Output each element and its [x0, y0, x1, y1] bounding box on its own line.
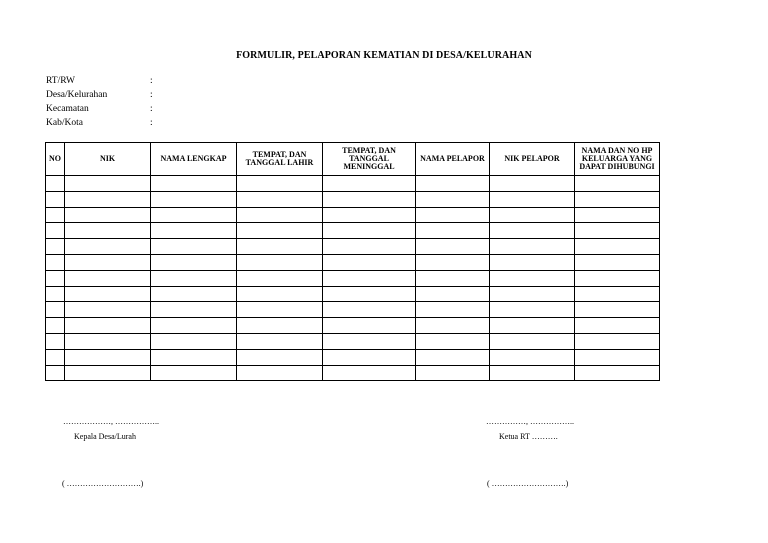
table-cell[interactable] — [323, 302, 416, 318]
table-cell[interactable] — [151, 333, 237, 349]
table-row — [46, 223, 660, 239]
table-cell[interactable] — [46, 191, 65, 207]
info-fields — [46, 76, 246, 132]
table-cell[interactable] — [65, 349, 151, 365]
header-nik-pelapor: NIK PELAPOR — [490, 143, 575, 176]
table-cell[interactable] — [151, 239, 237, 255]
info-row-rtrw — [46, 76, 246, 90]
table-cell[interactable] — [65, 176, 151, 192]
table-cell[interactable] — [65, 207, 151, 223]
table-cell[interactable] — [237, 207, 323, 223]
table-cell[interactable] — [237, 286, 323, 302]
table-cell[interactable] — [46, 176, 65, 192]
header-tempat-tanggal-lahir: TEMPAT, DAN TANGGAL LAHIR — [237, 143, 323, 176]
table-cell[interactable] — [46, 302, 65, 318]
table-cell[interactable] — [46, 286, 65, 302]
table-header-row — [46, 143, 660, 176]
table-cell[interactable] — [237, 318, 323, 334]
info-row-desa — [46, 90, 246, 104]
table-cell[interactable] — [575, 286, 660, 302]
table-cell[interactable] — [237, 333, 323, 349]
table-cell[interactable] — [65, 223, 151, 239]
table-cell[interactable] — [575, 302, 660, 318]
table-row — [46, 333, 660, 349]
table-cell[interactable] — [490, 286, 575, 302]
table-cell[interactable] — [575, 223, 660, 239]
table-body — [46, 176, 660, 381]
table-cell[interactable] — [416, 223, 490, 239]
info-colon: : — [150, 76, 153, 86]
table-cell[interactable] — [490, 318, 575, 334]
table-cell[interactable] — [46, 207, 65, 223]
table-cell[interactable] — [65, 270, 151, 286]
info-label: Desa/Kelurahan — [46, 90, 108, 100]
table-cell[interactable] — [65, 254, 151, 270]
table-cell[interactable] — [237, 349, 323, 365]
left-signer-role: Kepala Desa/Lurah — [74, 432, 136, 441]
table-cell[interactable] — [237, 270, 323, 286]
table-cell[interactable] — [575, 318, 660, 334]
table-cell[interactable] — [416, 349, 490, 365]
right-name-line: ( ……………………….) — [487, 479, 569, 488]
table-cell[interactable] — [151, 223, 237, 239]
table-cell[interactable] — [151, 365, 237, 381]
left-date-line: ………………, …………….. — [63, 417, 159, 426]
table-row — [46, 254, 660, 270]
right-signer-role: Ketua RT ………. — [499, 432, 558, 441]
table-cell[interactable] — [46, 365, 65, 381]
table-cell[interactable] — [237, 176, 323, 192]
table-cell[interactable] — [46, 318, 65, 334]
table-cell[interactable] — [46, 239, 65, 255]
info-label: RT/RW — [46, 76, 75, 86]
info-label: Kab/Kota — [46, 118, 83, 128]
table-cell[interactable] — [490, 365, 575, 381]
table-cell[interactable] — [46, 223, 65, 239]
table-cell[interactable] — [323, 239, 416, 255]
table-cell[interactable] — [490, 207, 575, 223]
table-cell[interactable] — [416, 254, 490, 270]
table-cell[interactable] — [65, 239, 151, 255]
table-cell[interactable] — [237, 365, 323, 381]
table-row — [46, 365, 660, 381]
info-row-kecamatan — [46, 104, 246, 118]
table-cell[interactable] — [46, 270, 65, 286]
table-cell[interactable] — [416, 286, 490, 302]
info-colon: : — [150, 90, 153, 100]
table-cell[interactable] — [237, 223, 323, 239]
table-cell[interactable] — [151, 270, 237, 286]
table-cell[interactable] — [416, 333, 490, 349]
header-kontak-keluarga: NAMA DAN NO HP KELUARGA YANG DAPAT DIHUBUNGI — [575, 143, 660, 176]
document-title: FORMULIR, PELAPORAN KEMATIAN DI DESA/KELURAHAN — [236, 50, 532, 61]
table-cell[interactable] — [575, 191, 660, 207]
table-cell[interactable] — [323, 270, 416, 286]
table-cell[interactable] — [151, 286, 237, 302]
table-cell[interactable] — [575, 207, 660, 223]
table-cell[interactable] — [575, 349, 660, 365]
table-cell[interactable] — [323, 223, 416, 239]
table-cell[interactable] — [575, 254, 660, 270]
table-cell[interactable] — [46, 333, 65, 349]
table-cell[interactable] — [323, 349, 416, 365]
table-cell[interactable] — [65, 191, 151, 207]
table-cell[interactable] — [65, 286, 151, 302]
header-nik: NIK — [65, 143, 151, 176]
table-row — [46, 176, 660, 192]
table-cell[interactable] — [416, 239, 490, 255]
info-row-kabkota — [46, 118, 246, 132]
table-cell[interactable] — [416, 302, 490, 318]
table-cell[interactable] — [416, 176, 490, 192]
table-cell[interactable] — [490, 270, 575, 286]
table-cell[interactable] — [323, 333, 416, 349]
table-cell[interactable] — [151, 318, 237, 334]
table-cell[interactable] — [416, 365, 490, 381]
table-cell[interactable] — [65, 318, 151, 334]
table-cell[interactable] — [575, 270, 660, 286]
table-cell[interactable] — [323, 365, 416, 381]
table-cell[interactable] — [46, 254, 65, 270]
table-cell[interactable] — [575, 176, 660, 192]
table-cell[interactable] — [65, 333, 151, 349]
table-cell[interactable] — [490, 239, 575, 255]
table-cell[interactable] — [323, 176, 416, 192]
header-nama-pelapor: NAMA PELAPOR — [416, 143, 490, 176]
table-cell[interactable] — [323, 254, 416, 270]
table-cell[interactable] — [237, 239, 323, 255]
header-nama-lengkap: NAMA LENGKAP — [151, 143, 237, 176]
table-row — [46, 191, 660, 207]
table-cell[interactable] — [416, 191, 490, 207]
table-cell[interactable] — [575, 365, 660, 381]
table-cell[interactable] — [237, 254, 323, 270]
table-cell[interactable] — [237, 302, 323, 318]
table-cell[interactable] — [323, 191, 416, 207]
table-cell[interactable] — [65, 302, 151, 318]
table-cell[interactable] — [151, 349, 237, 365]
table-cell[interactable] — [65, 365, 151, 381]
table-row — [46, 318, 660, 334]
info-colon: : — [150, 104, 153, 114]
table-cell[interactable] — [237, 191, 323, 207]
table-cell[interactable] — [490, 176, 575, 192]
table-cell[interactable] — [323, 207, 416, 223]
table-cell[interactable] — [416, 270, 490, 286]
table-cell[interactable] — [490, 302, 575, 318]
table-cell[interactable] — [46, 349, 65, 365]
table-cell[interactable] — [323, 318, 416, 334]
table-cell[interactable] — [151, 207, 237, 223]
death-report-table — [45, 142, 660, 381]
table-cell[interactable] — [151, 254, 237, 270]
table-cell[interactable] — [490, 333, 575, 349]
right-date-line: ……………, …………….. — [486, 417, 574, 426]
table-cell[interactable] — [323, 286, 416, 302]
table-cell[interactable] — [416, 207, 490, 223]
info-label: Kecamatan — [46, 104, 89, 114]
table-row — [46, 302, 660, 318]
table-cell[interactable] — [151, 176, 237, 192]
header-no: NO — [46, 143, 65, 176]
table-cell[interactable] — [490, 349, 575, 365]
table-row — [46, 286, 660, 302]
table-cell[interactable] — [151, 191, 237, 207]
table-row — [46, 207, 660, 223]
table-cell[interactable] — [575, 333, 660, 349]
header-tempat-tanggal-meninggal: TEMPAT, DAN TANGGAL MENINGGAL — [323, 143, 416, 176]
info-colon: : — [150, 118, 153, 128]
table-row — [46, 349, 660, 365]
table-cell[interactable] — [490, 223, 575, 239]
table-cell[interactable] — [490, 254, 575, 270]
table-cell[interactable] — [151, 302, 237, 318]
table-cell[interactable] — [416, 318, 490, 334]
table-cell[interactable] — [575, 239, 660, 255]
left-name-line: ( ……………………….) — [62, 479, 144, 488]
table-row — [46, 270, 660, 286]
table-row — [46, 239, 660, 255]
table-cell[interactable] — [490, 191, 575, 207]
